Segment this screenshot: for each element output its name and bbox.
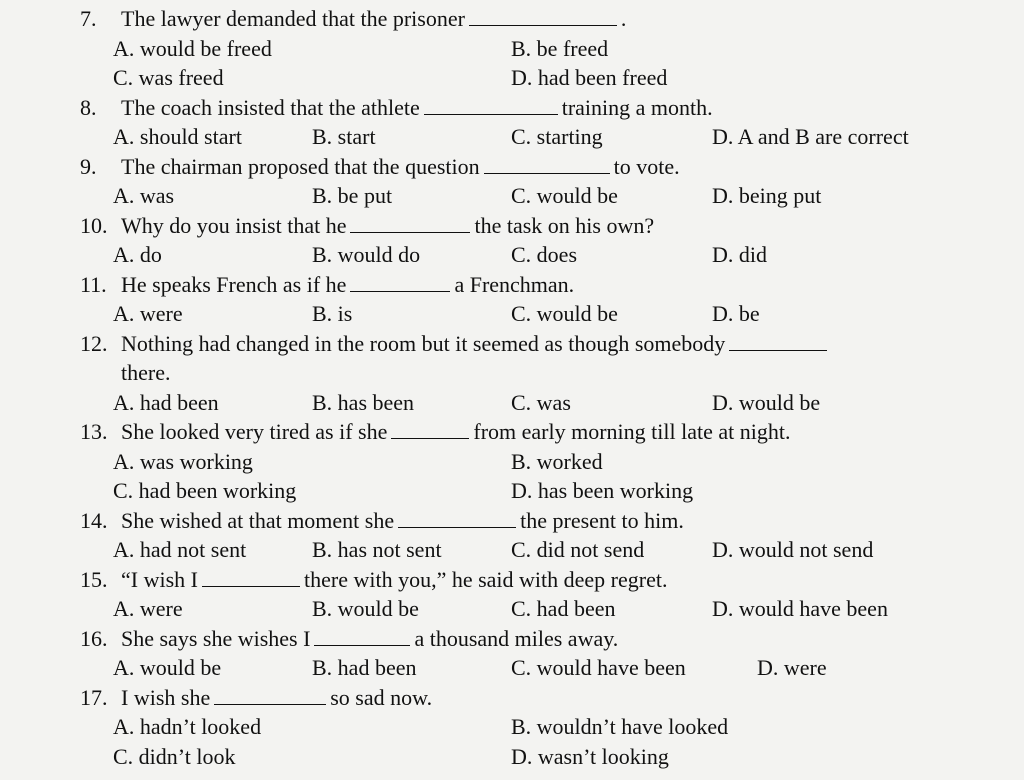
question-number: 12.	[80, 330, 108, 356]
option-a: A. had not sent	[113, 537, 247, 562]
question-16	[0, 624, 1024, 683]
option-d: D. wasn’t looking	[511, 743, 669, 769]
option-d: D. were	[757, 655, 827, 680]
option-d: D. be	[712, 301, 760, 326]
question-text-end: there with you,” he said with deep regret.	[303, 566, 668, 592]
option-c: C. would be	[511, 183, 618, 208]
option-b: B. start	[312, 124, 376, 149]
question-number: 9.	[80, 153, 97, 179]
question-text: She says she wishes I	[121, 625, 311, 651]
option-b: B. has not sent	[312, 537, 442, 562]
option-c: C. starting	[511, 124, 603, 149]
answer-blank	[350, 212, 470, 233]
option-b: B. be freed	[511, 35, 609, 61]
option-c: C. was freed	[113, 65, 224, 90]
exercise-sheet	[0, 4, 1024, 771]
option-b: B. worked	[511, 448, 603, 474]
question-7	[0, 4, 1024, 93]
answer-blank	[214, 684, 326, 705]
answer-blank	[391, 418, 469, 439]
question-text-end: the present to him.	[520, 507, 684, 533]
answer-blank	[398, 507, 516, 528]
question-number: 8.	[80, 94, 97, 120]
question-12	[0, 329, 1024, 418]
option-c: C. had been working	[113, 478, 297, 503]
option-a: A. were	[113, 301, 183, 326]
option-a: A. was	[113, 183, 175, 208]
question-text: I wish she	[121, 684, 211, 710]
question-text-end: a thousand miles away.	[414, 625, 619, 651]
option-b: B. would do	[312, 242, 421, 267]
option-b: B. has been	[312, 389, 415, 415]
option-d: D. has been working	[511, 478, 694, 503]
question-8	[0, 93, 1024, 152]
option-d: D. would not send	[712, 537, 874, 562]
question-14	[0, 506, 1024, 565]
answer-blank	[424, 94, 558, 115]
answer-blank	[350, 271, 450, 292]
option-c: C. would have been	[511, 655, 686, 680]
answer-blank	[314, 625, 410, 646]
question-text: The coach insisted that the athlete	[121, 94, 420, 120]
question-number: 16.	[80, 625, 108, 651]
question-13	[0, 417, 1024, 506]
option-d: D. did	[712, 242, 767, 267]
question-number: 7.	[80, 6, 97, 31]
answer-blank	[469, 5, 617, 26]
option-d: D. would be	[712, 389, 821, 415]
question-text: Nothing had changed in the room but it seemed as though somebody	[121, 330, 726, 356]
option-c: C. would be	[511, 301, 618, 326]
option-c: C. did not send	[511, 537, 645, 562]
option-a: A. do	[113, 242, 162, 267]
question-text-end: to vote.	[613, 153, 680, 179]
question-text-end: training a month.	[561, 94, 713, 120]
option-b: B. had been	[312, 655, 417, 680]
question-text-end: a Frenchman.	[454, 271, 575, 297]
question-text: The lawyer demanded that the prisoner	[121, 6, 465, 31]
option-a: A. would be	[113, 655, 222, 680]
question-text-end: .	[620, 6, 627, 31]
option-a: A. would be freed	[113, 35, 272, 61]
question-text: Why do you insist that he	[121, 212, 347, 238]
option-a: A. was working	[113, 448, 253, 474]
option-c: C. does	[511, 242, 577, 267]
question-text: He speaks French as if he	[121, 271, 347, 297]
option-d: D. would have been	[712, 596, 888, 621]
question-11	[0, 270, 1024, 329]
question-15	[0, 565, 1024, 624]
question-17	[0, 683, 1024, 772]
question-number: 13.	[80, 419, 108, 444]
question-text: She wished at that moment she	[121, 507, 395, 533]
question-text: The chairman proposed that the question	[121, 153, 480, 179]
option-a: A. hadn’t looked	[113, 714, 262, 739]
question-text-end: so sad now.	[330, 684, 433, 710]
question-text-end: the task on his own?	[474, 212, 655, 238]
question-9	[0, 152, 1024, 211]
question-text-end: from early morning till late at night.	[473, 419, 791, 444]
question-10	[0, 211, 1024, 270]
option-d: D. had been freed	[511, 65, 668, 90]
option-d: D. being put	[712, 183, 822, 208]
question-number: 17.	[80, 684, 108, 710]
option-c: C. had been	[511, 596, 616, 621]
question-text: She looked very tired as if she	[121, 419, 388, 444]
option-b: B. wouldn’t have looked	[511, 714, 729, 739]
question-text: “I wish I	[121, 566, 198, 592]
answer-blank	[202, 566, 300, 587]
option-c: C. didn’t look	[113, 743, 236, 769]
question-number: 10.	[80, 212, 108, 238]
option-a: A. should start	[113, 124, 242, 149]
option-a: A. had been	[113, 389, 219, 415]
option-d: D. A and B are correct	[712, 124, 909, 149]
option-a: A. were	[113, 596, 183, 621]
answer-blank	[729, 330, 827, 351]
question-number: 11.	[80, 271, 107, 297]
option-b: B. is	[312, 301, 353, 326]
option-c: C. was	[511, 389, 571, 415]
question-number: 14.	[80, 507, 108, 533]
answer-blank	[484, 153, 610, 174]
question-text-continuation: there.	[121, 360, 171, 385]
option-b: B. be put	[312, 183, 393, 208]
question-number: 15.	[80, 566, 108, 592]
option-b: B. would be	[312, 596, 419, 621]
